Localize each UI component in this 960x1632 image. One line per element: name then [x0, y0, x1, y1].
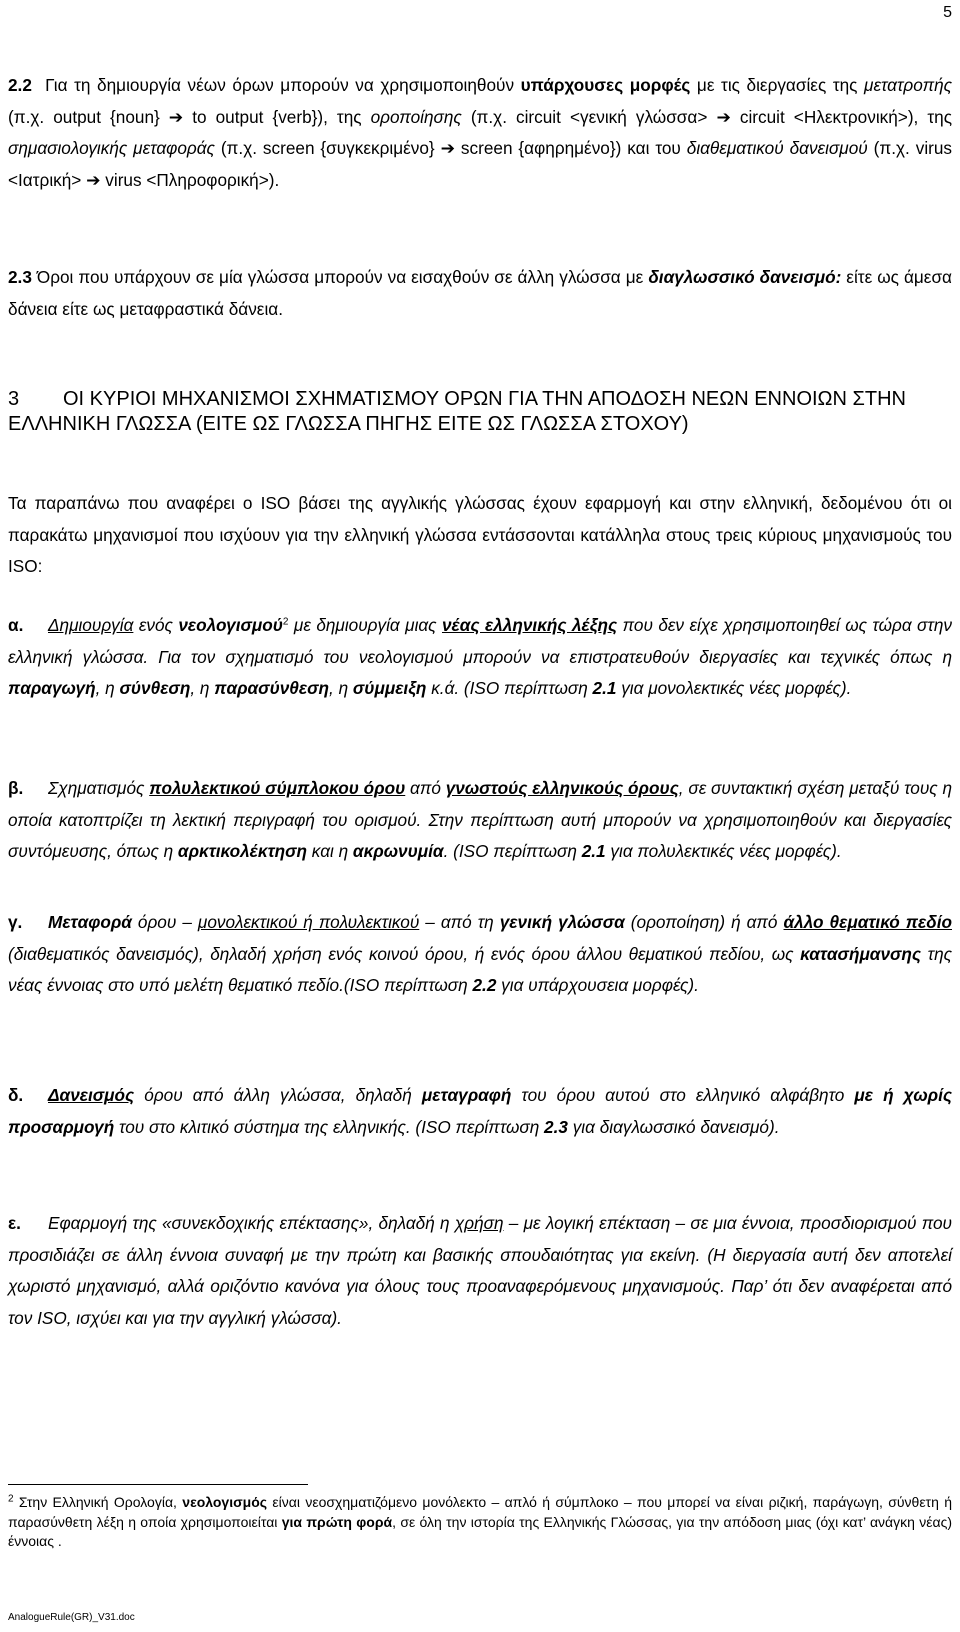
item-label: ε.	[8, 1213, 21, 1233]
item-label: γ.	[8, 912, 23, 932]
list-item-d: δ. Δανεισμός όρου από άλλη γλώσσα, δηλαδή μεταγραφή του όρου αυτού στο ελληνικό αλφάβητο με ή χωρίς προσαρμογή του στο κλιτικό σύστημα της ελληνικής. (ISO περίπτωση 2.3 για διαγλωσσικό δανεισμό).	[8, 1080, 952, 1143]
paragraph-2-2: 2.2 Για τη δημιουργία νέων όρων μπορούν να χρησιμοποιηθούν υπάρχουσες μορφές με τις διεργασίες της μετατροπής (π.χ. output {noun} ➔ to output {verb}), της οροποίησης (π.χ. circuit <γενική γλώσσα> ➔ circuit <Ηλεκτρονική>), της σημασιολογικής μεταφοράς (π.χ. screen {συγκεκριμένο} ➔ screen {αφηρημένο}) και του διαθεματικού δανεισμού (π.χ. virus <Ιατρική> ➔ virus <Πληροφορική>).	[8, 75, 953, 190]
list-item-a: α. Δημιουργία ενός νεολογισμού$^2$ με δημιουργία μιας νέας ελληνικής λέξης που δεν είχε χρησιμοποιηθεί ως τώρα στην ελληνική γλώσσα. Για τον σχηματισμό του νεολογισμού μπορούν να επιστρατευθούν διεργασίες και τεχνικές όπως η παραγωγή, η σύνθεση, η παρασύνθεση, η σύμμειξη κ.ά. (ISO περίπτωση 2.1 για μονολεκτικές νέες μορφές).	[8, 610, 952, 705]
footnote: $^2$ Στην Ελληνική Ορολογία, νεολογισμός είναι νεοσχηματιζόμενο μονόλεκτο – απλό ή σύμπλοκο – που μπορεί να είναι ριζική, παράγωγη, σύνθετη ή παρασύνθετη λέξη η οποία χρησιμοποιείται για πρώτη φορά, σε όλη την ιστορία της Ελληνικής Γλώσσας, για την απόδοση μιας (όχι κατ’ ανάγκη νέας) έννοιας .	[8, 1493, 953, 1549]
heading-text: ΟΙ ΚΥΡΙΟΙ ΜΗΧΑΝΙΣΜΟΙ ΣΧΗΜΑΤΙΣΜΟΥ ΟΡΩΝ ΓΙΑ ΤΗΝ ΑΠΟΔΟΣΗ ΝΕΩΝ ΕΝΝΟΙΩΝ ΣΤΗΝ ΕΛΛΗΝΙΚΗ ΓΛΩΣΣΑ (ΕΙΤΕ ΩΣ ΓΛΩΣΣΑ ΠΗΓΗΣ ΕΙΤΕ ΩΣ ΓΛΩΣΣΑ ΣΤΟΧΟΥ)	[8, 388, 906, 435]
item-label: δ.	[8, 1085, 24, 1105]
footnote-number: 2	[8, 1493, 14, 1505]
list-item-e: ε. Εφαρμογή της «συνεκδοχικής επέκτασης», δηλαδή η χρήση – με λογική επέκταση – σε μια έννοια, προσδιορισμού που προσιδιάζει σε άλλη έννοια συναφή με την πρώτη και βασικής σπουδαιότητας για εκείνη. (Η διεργασία αυτή δεν αποτελεί χωριστό μηχανισμό, αλλά οριζόντιο κανόνα για όλους τους προαναφερόμενους μηχανισμούς. Παρ’ ότι δεν αναφέρεται από τον ISO, ισχύει και για την αγγλική γλώσσα).	[8, 1208, 952, 1334]
footnote-ref: 2	[282, 616, 289, 628]
intro-paragraph: Τα παραπάνω που αναφέρει ο ISO βάσει της αγγλικής γλώσσας έχουν εφαρμογή και στην ελληνική, δεδομένου ότι οι παρακάτω μηχανισμοί που ισχύουν για την ελληνική γλώσσα εντάσσονται κατάλληλα στους τρεις κύριους μηχανισμούς του ISO:	[8, 493, 952, 577]
arrow-icon: ➔	[168, 106, 184, 127]
page-number: 5	[943, 4, 952, 21]
section-number: 2.3	[8, 267, 32, 287]
list-item-c: γ. Μεταφορά όρου – μονολεκτικού ή πολυλεκτικού – από τη γενική γλώσσα (οροποίηση) ή από άλλο θεματικό πεδίο (διαθεματικός δανεισμός), δηλαδή χρήση ενός κοινού όρου, ή ενός όρου άλλου θεματικού πεδίου, ως κατασήμανσης της νέας έννοιας στο υπό μελέτη θεματικό πεδίο.(ISO περίπτωση 2.2 για υπάρχουσεια μορφές).	[8, 907, 952, 1002]
arrow-icon: ➔	[716, 106, 731, 127]
arrow-icon: ➔	[86, 169, 101, 190]
section-number: 2.2	[8, 75, 32, 95]
section-heading	[8, 387, 952, 436]
heading-number: 3	[8, 388, 20, 410]
arrow-icon: ➔	[440, 138, 455, 159]
item-label: β.	[8, 778, 24, 798]
footnote-separator	[8, 1484, 308, 1485]
list-item-b: β. Σχηματισμός πολυλεκτικού σύμπλοκου όρου από γνωστούς ελληνικούς όρους, σε συντακτική σχέση μεταξύ τους η οποία κατοπτρίζει τη λεκτική περιγραφή του ορισμού. Στην περίπτωση αυτή μπορούν να χρησιμοποιηθούν και διεργασίες συντόμευσης, όπως η αρκτικολέκτηση και η ακρωνυμία. (ISO περίπτωση 2.1 για πολυλεκτικές νέες μορφές).	[8, 773, 952, 868]
paragraph-2-3: 2.3 Όροι που υπάρχουν σε μία γλώσσα μπορούν να εισαχθούν σε άλλη γλώσσα με διαγλωσσικό δανεισμό: είτε ως άμεσα δάνεια είτε ως μεταφραστικά δάνεια.	[8, 267, 952, 319]
item-label: α.	[8, 615, 24, 635]
footer-filename: AnalogueRule(GR)_V31.doc	[8, 1612, 135, 1623]
